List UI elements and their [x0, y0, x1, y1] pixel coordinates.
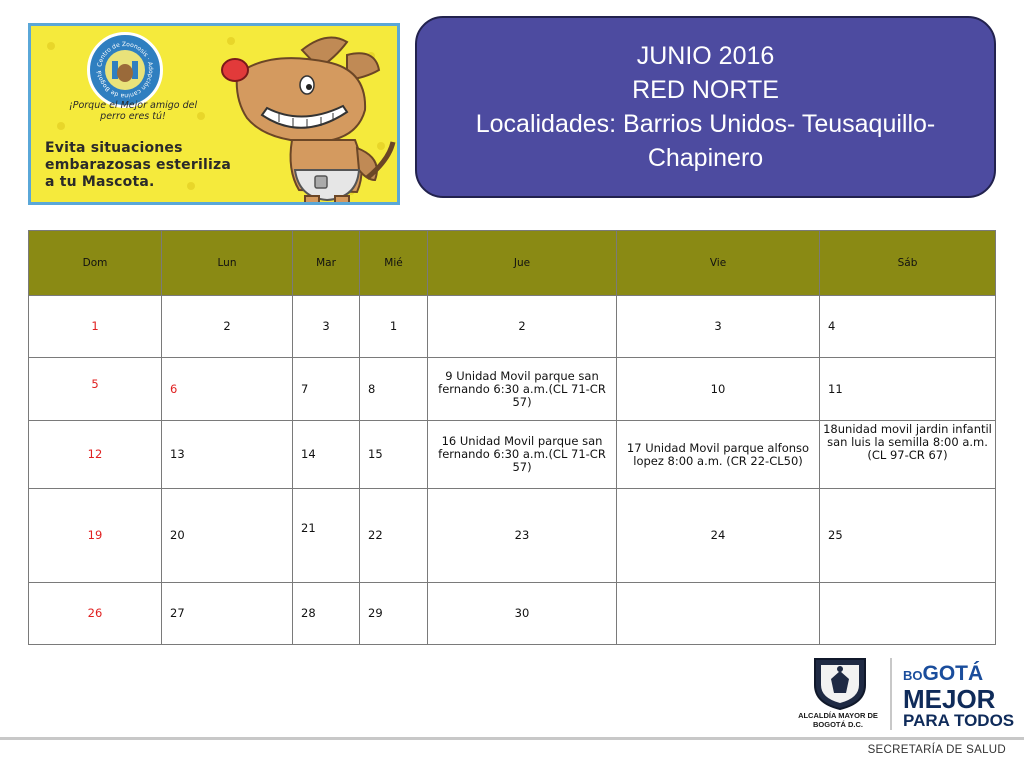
- footer-divider-line: [0, 737, 1024, 740]
- day-header: Vie: [617, 231, 820, 296]
- seal-text: Centro de Zoonosis · Adopción canina de Bogotá: [95, 40, 155, 100]
- dog-cartoon-icon: [207, 30, 397, 205]
- calendar-cell: 26: [29, 583, 162, 645]
- calendar-cell: 12: [29, 421, 162, 489]
- calendar-cell: 1: [360, 296, 428, 358]
- calendar-cell: 30: [428, 583, 617, 645]
- calendar-week-row: [29, 358, 996, 421]
- calendar-cell: 20: [162, 489, 293, 583]
- poster-subtitle: ¡Porque el Mejor amigo del perro eres tú!: [68, 100, 198, 122]
- calendar-cell: 22: [360, 489, 428, 583]
- calendar-cell: 28: [293, 583, 360, 645]
- calendar-cell: 19: [29, 489, 162, 583]
- seal-emblem-icon: [90, 35, 160, 105]
- calendar-week-row: [29, 296, 996, 358]
- calendar-cell: 2: [428, 296, 617, 358]
- calendar-cell: 6: [162, 358, 293, 421]
- logo-divider: [890, 658, 892, 730]
- calendar-cell: 13: [162, 421, 293, 489]
- calendar-cell: 5: [29, 358, 162, 421]
- calendar-week-row: [29, 583, 996, 645]
- zoonosis-seal: [87, 32, 163, 108]
- calendar-cell: 25: [820, 489, 996, 583]
- calendar-table: [28, 230, 996, 645]
- calendar-cell: 23: [428, 489, 617, 583]
- calendar-header-row: [29, 231, 996, 296]
- calendar-cell: [820, 583, 996, 645]
- bogota-logo-para-todos: PARA TODOS: [903, 711, 1015, 730]
- title-month: JUNIO 2016: [636, 42, 775, 70]
- calendar-cell: 4: [820, 296, 996, 358]
- calendar-cell: 3: [617, 296, 820, 358]
- calendar-event-cell: 18unidad movil jardin infantil san luis la semilla 8:00 a.m. (CL 97-CR 67): [820, 421, 996, 489]
- calendar-week-row: [29, 489, 996, 583]
- title-box: [415, 16, 996, 198]
- title-network: RED NORTE: [632, 76, 779, 104]
- day-header: Mar: [293, 231, 360, 296]
- calendar-cell: 10: [617, 358, 820, 421]
- calendar-cell: 8: [360, 358, 428, 421]
- day-header: Mié: [360, 231, 428, 296]
- alcaldia-label: ALCALDÍA MAYOR DE BOGOTÁ D.C.: [798, 711, 878, 729]
- bogota-shield-icon: [811, 655, 869, 711]
- calendar-cell: 14: [293, 421, 360, 489]
- secretaria-label: SECRETARÍA DE SALUD: [867, 744, 1006, 756]
- calendar-cell: 2: [162, 296, 293, 358]
- day-header: Dom: [29, 231, 162, 296]
- calendar-event-cell: 17 Unidad Movil parque alfonso lopez 8:00 a.m. (CR 22-CL50): [617, 421, 820, 489]
- poster-main-text: Evita situaciones embarazosas esteriliza a tu Mascota.: [45, 140, 231, 190]
- calendar-cell: 24: [617, 489, 820, 583]
- bogota-logo-mejor: MEJOR: [903, 684, 996, 714]
- day-header: Jue: [428, 231, 617, 296]
- calendar-cell: 11: [820, 358, 996, 421]
- calendar-week-row: [29, 421, 996, 489]
- calendar-cell: 15: [360, 421, 428, 489]
- calendar-cell: 27: [162, 583, 293, 645]
- bogota-mejor-logo: [903, 663, 1014, 730]
- calendar-cell: 29: [360, 583, 428, 645]
- calendar-cell: 21: [293, 489, 360, 583]
- day-header: Sáb: [820, 231, 996, 296]
- bogota-logo-prefix: BO: [903, 668, 923, 683]
- sterilization-poster: [28, 23, 400, 205]
- day-header: Lun: [162, 231, 293, 296]
- calendar-event-cell: 9 Unidad Movil parque san fernando 6:30 a.m.(CL 71-CR 57): [428, 358, 617, 421]
- calendar-cell: 3: [293, 296, 360, 358]
- title-localities: Localidades: Barrios Unidos- Teusaquillo- Chapinero: [475, 110, 936, 172]
- calendar-event-cell: 16 Unidad Movil parque san fernando 6:30 a.m.(CL 71-CR 57): [428, 421, 617, 489]
- calendar-cell: 1: [29, 296, 162, 358]
- calendar-cell: [617, 583, 820, 645]
- bogota-logo-word: GOTÁ: [922, 662, 984, 685]
- calendar-cell: 7: [293, 358, 360, 421]
